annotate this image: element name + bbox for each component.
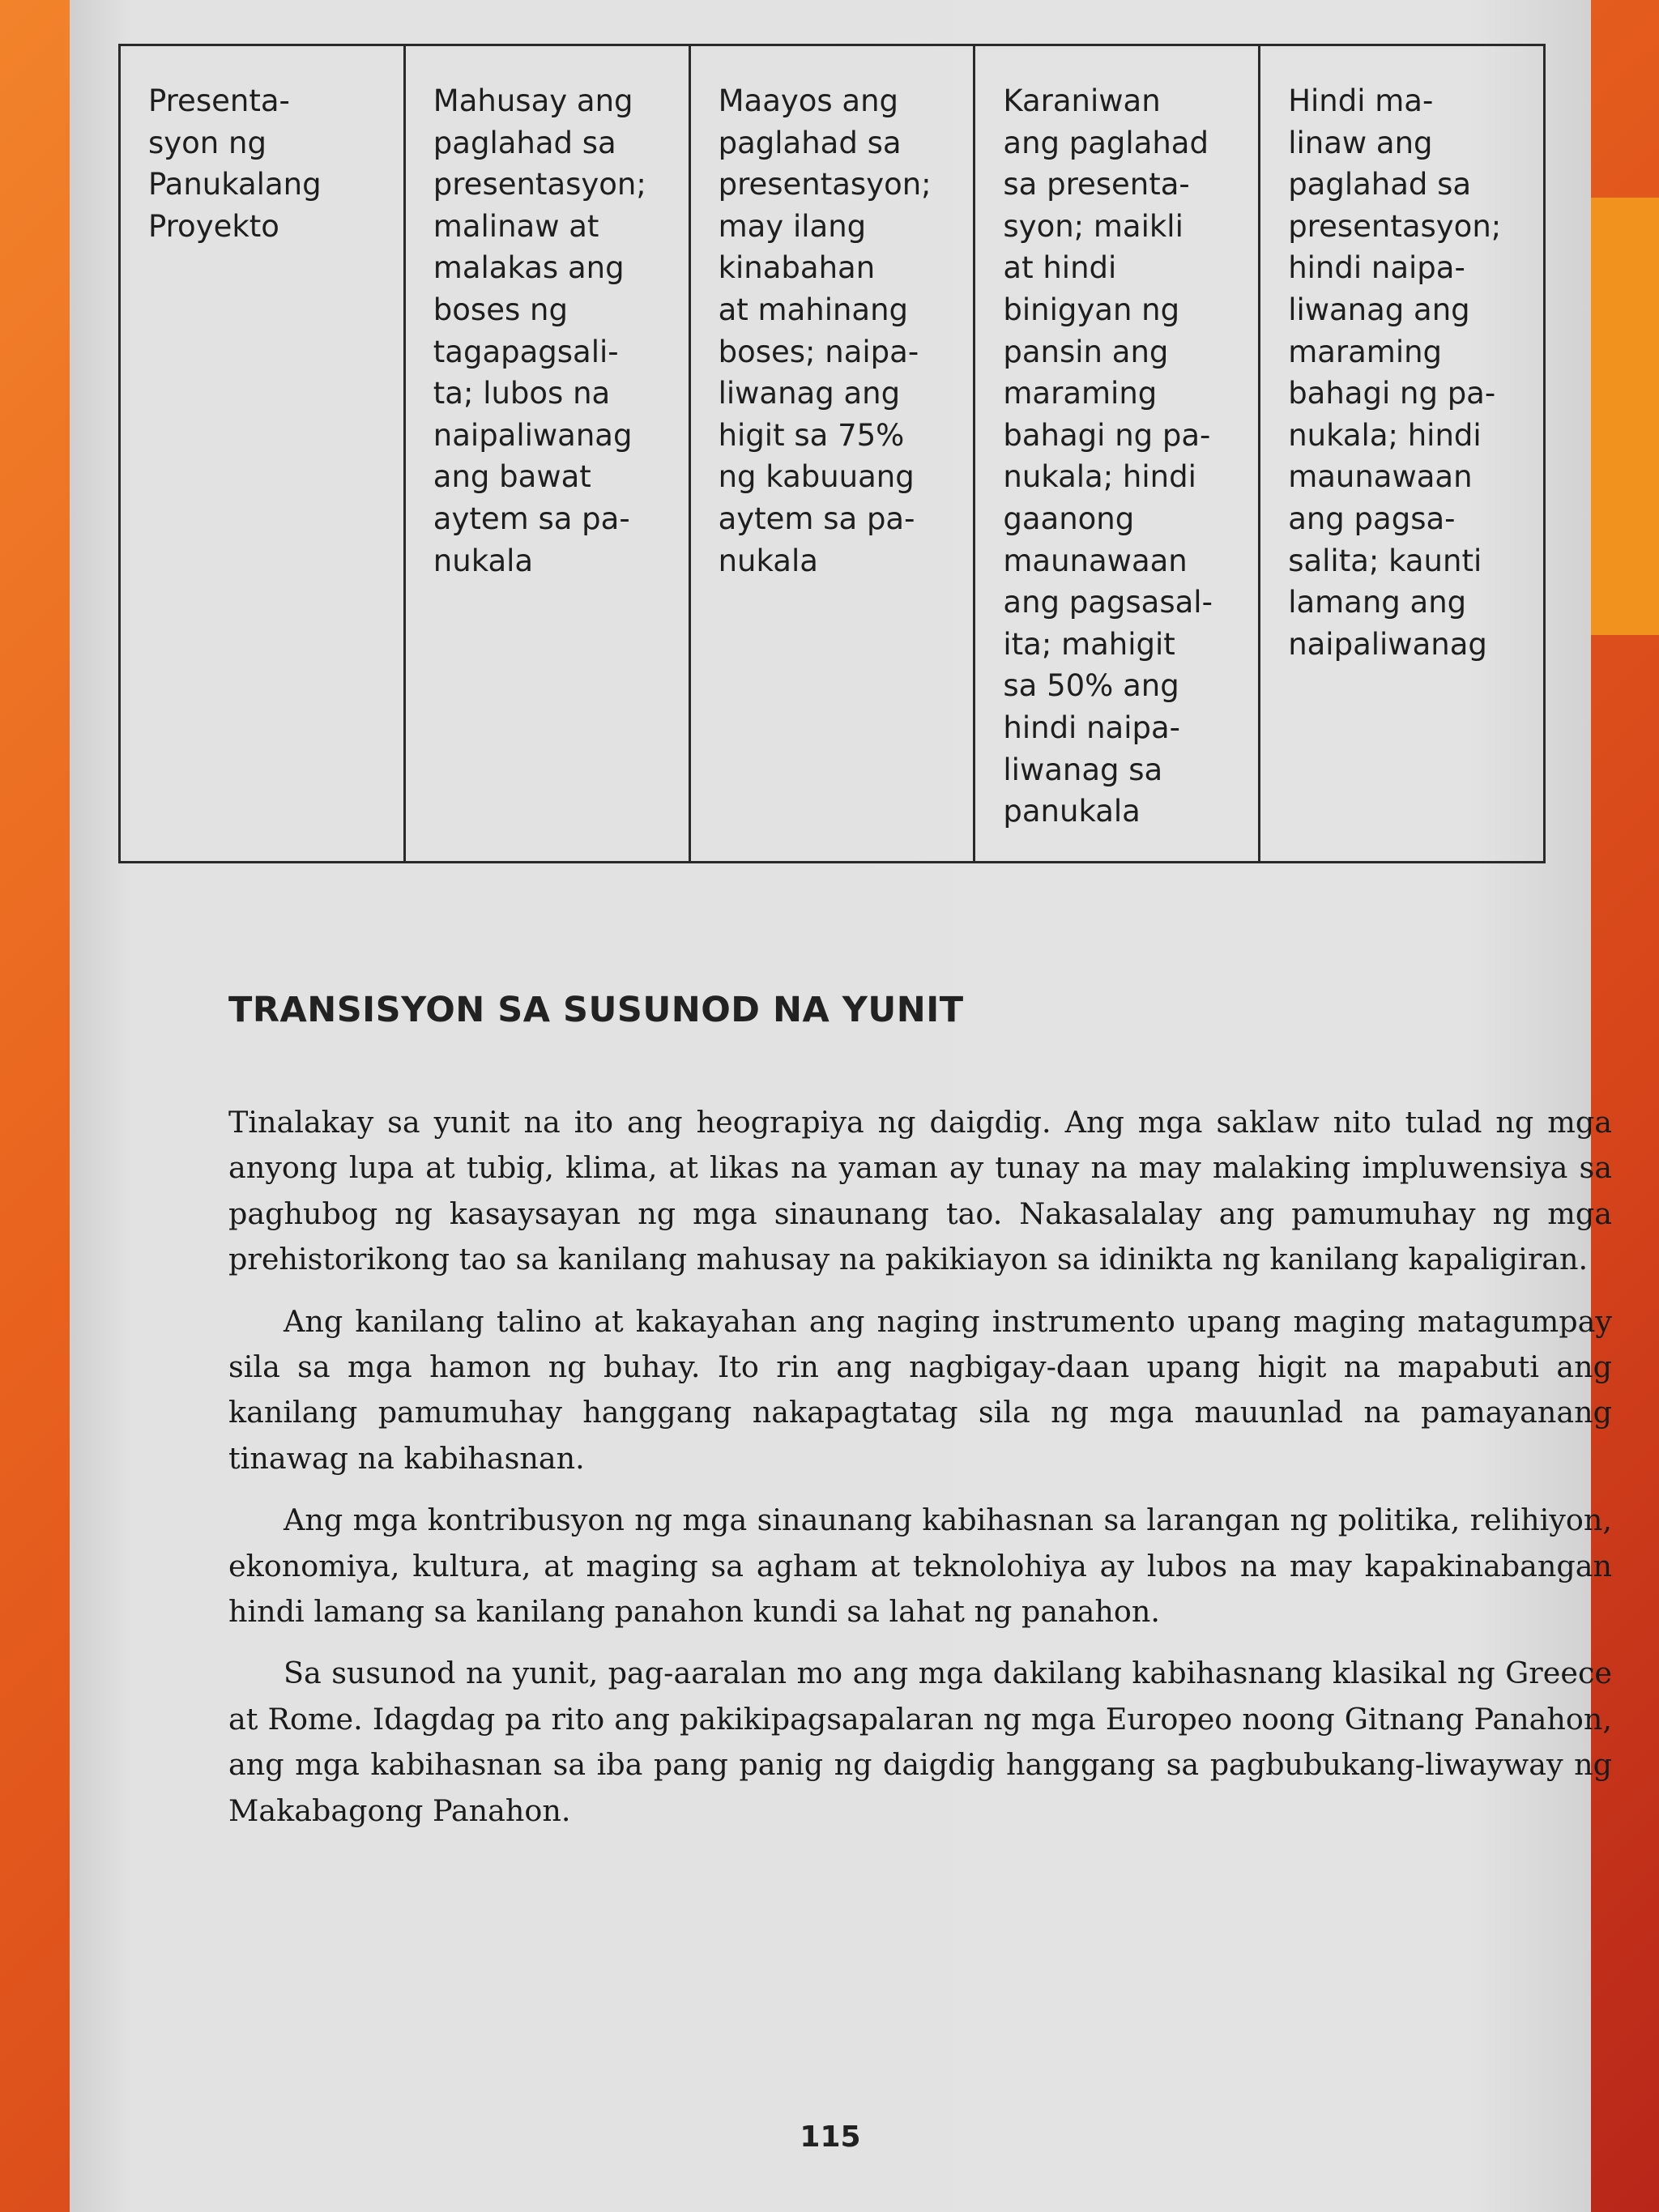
book-page [70,0,1612,2212]
paragraph: Sa susunod na yunit, pag-aaralan mo ang mga dakilang kabihasnang klasikal ng Greece at Rome. Idagdag pa rito ang pakikipagsapalaran ng mga Europeo noong Gitnang Panahon, ang mga kabihasnan sa iba pang panig ng daigdig hanggang sa pagbubukang-liwayway ng Makabagong Panahon. [228,1656,1612,1828]
rubric-table [118,44,1546,863]
section-heading: TRANSISYON SA SUSUNOD NA YUNIT [228,990,964,1030]
table-cell-level-4: Hindi ma- linaw ang paglahad sa presentasyon; hindi naipa- liwanag ang maraming bahagi ng pa- nukala; hindi maunawaan ang pagsa- salita; kaunti lamang ang naipaliwanag [1260,45,1545,863]
table-cell-criterion: Presenta- syon ng Panukalang Proyekto [120,45,405,863]
section-body [228,1100,1612,1850]
page-number: 115 [800,2120,861,2154]
orange-accent-tab [1591,198,1659,635]
paragraph: Tinalakay sa yunit na ito ang heograpiya ng daigdig. Ang mga saklaw nito tulad ng mga anyong lupa at tubig, klima, at likas na yaman ay tunay na may malaking impluwensiya sa paghubog ng kasaysayan ng mga sinaunang tao. Nakasalalay ang pamumuhay ng mga prehistorikong tao sa kanilang mahusay na pakikiayon sa idinikta ng kanilang kapaligiran. [228,1105,1612,1277]
table-cell-level-1: Mahusay ang paglahad sa presentasyon; malinaw at malakas ang boses ng tagapagsali- ta; lubos na naipaliwanag ang bawat aytem sa pa- nukala [404,45,689,863]
table-cell-level-3: Karaniwan ang paglahad sa presenta- syon; maikli at hindi binigyan ng pansin ang maraming bahagi ng pa- nukala; hindi gaanong maunawaan ang pagsasal- ita; mahigit sa 50% ang hindi naipa- liwanag sa panukala [975,45,1260,863]
paragraph: Ang kanilang talino at kakayahan ang naging instrumento upang maging matagumpay sila sa mga hamon ng buhay. Ito rin ang nagbigay-daan upang higit na mapabuti ang kanilang pamumuhay hanggang nakapagtatag sila ng mga mauunlad na pamayanang tinawag na kabihasnan. [228,1303,1612,1476]
table-row [120,45,1545,863]
paragraph: Ang mga kontribusyon ng mga sinaunang kabihasnan sa larangan ng politika, relihiyon, ekonomiya, kultura, at maging sa agham at teknolohiya ay lubos na may kapakinabangan hindi lamang sa kanilang panahon kundi sa lahat ng panahon. [228,1502,1612,1630]
table-cell-level-2: Maayos ang paglahad sa presentasyon; may ilang kinabahan at mahinang boses; naipa- liwanag ang higit sa 75% ng kabuuang aytem sa pa- nukala [689,45,975,863]
